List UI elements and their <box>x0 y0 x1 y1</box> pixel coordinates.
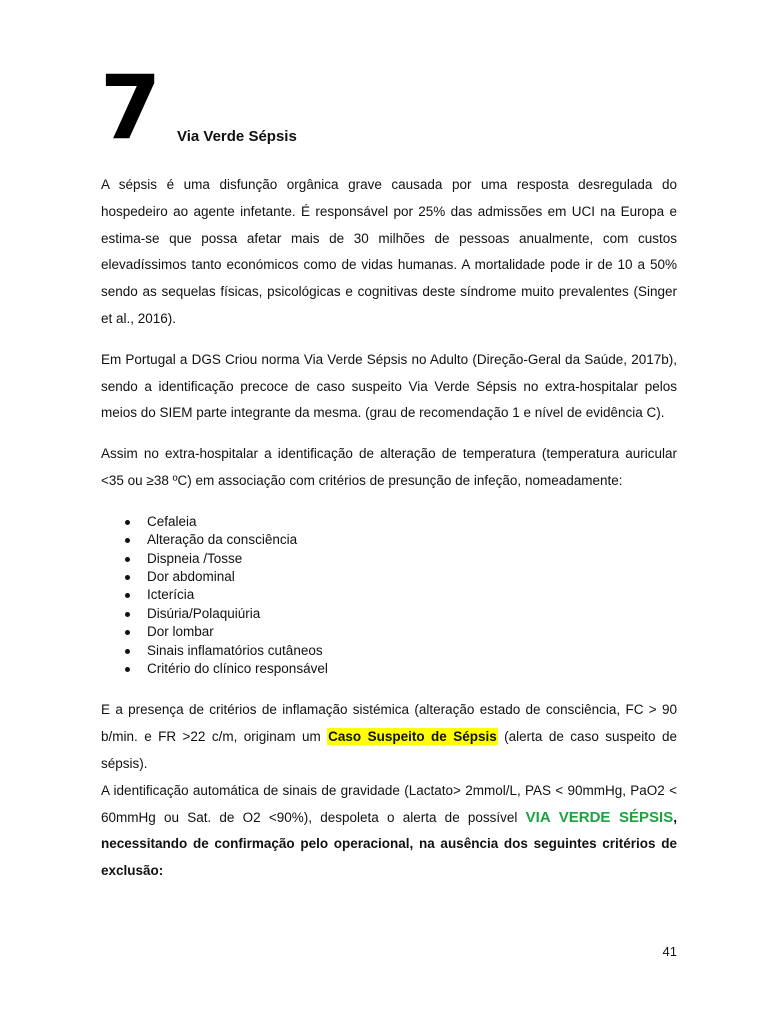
via-verde-alert-text: VIA VERDE SÉPSIS <box>525 808 674 826</box>
infection-criteria-list <box>101 513 677 679</box>
paragraph-text: , necessitando de confirmação pelo operacional, na ausência dos seguintes critérios de exclusão: <box>101 809 677 879</box>
chapter-title: Via Verde Sépsis <box>177 128 297 145</box>
chapter-body <box>101 172 677 885</box>
list-item: Disúria/Polaquiúria <box>123 605 677 623</box>
page-number: 41 <box>662 944 677 959</box>
paragraph-sepsis-definition: A sépsis é uma disfunção orgânica grave causada por uma resposta desregulada do hospedeiro ao agente infetante. É responsável por 25% das admissões em UCI na Europa e estima-se que possa afetar mais de 30 milhões de pessoas anualmente, com custos elevadíssimos tanto económicos como de vidas humanas. A mortalidade pode ir de 10 a 50% sendo as sequelas físicas, psicológicas e cognitivas deste síndrome muito prevalentes (Singer et al., 2016). <box>101 177 677 326</box>
chapter-number: 7 <box>100 56 160 159</box>
paragraph-text: E a presença de critérios de inflamação sistémica (alteração estado de consciência, FC > 90 b/min. e FR >22 c/m, originam um <box>101 702 677 745</box>
list-item: Dor abdominal <box>123 568 677 586</box>
list-item: Alteração da consciência <box>123 531 677 549</box>
list-item: Icterícia <box>123 586 677 604</box>
paragraph-text: A identificação automática de sinais de gravidade (Lactato> 2mmol/L, PAS < 90mmHg, PaO2 < 60mmHg ou Sat. de O2 <90%), despoleta o alerta de possível <box>101 782 677 825</box>
list-item: Dor lombar <box>123 623 677 641</box>
suspected-sepsis-highlight: Caso Suspeito de Sépsis <box>328 729 497 745</box>
paragraph-temperature-criteria: Assim no extra-hospitalar a identificação de alteração de temperatura (temperatura auricular <35 ou ≥38 ºC) em associação com critérios de presunção de infeção, nomeadamente: <box>101 446 677 488</box>
paragraph-text: (alerta de caso suspeito de sépsis). <box>101 729 677 772</box>
paragraph-severity-signs <box>101 778 677 885</box>
paragraph-dgs-norm: Em Portugal a DGS Criou norma Via Verde Sépsis no Adulto (Direção-Geral da Saúde, 2017b), sendo a identificação precoce de caso suspeito Via Verde Sépsis no extra-hospitalar pelos meios do SIEM parte integrante da mesma. (grau de recomendação 1 e nível de evidência C). <box>101 351 677 421</box>
list-item: Sinais inflamatórios cutâneos <box>123 642 677 660</box>
paragraph-systemic-inflammation <box>101 697 677 777</box>
list-item: Dispneia /Tosse <box>123 550 677 568</box>
list-item: Cefaleia <box>123 513 677 531</box>
list-item: Critério do clínico responsável <box>123 660 677 678</box>
